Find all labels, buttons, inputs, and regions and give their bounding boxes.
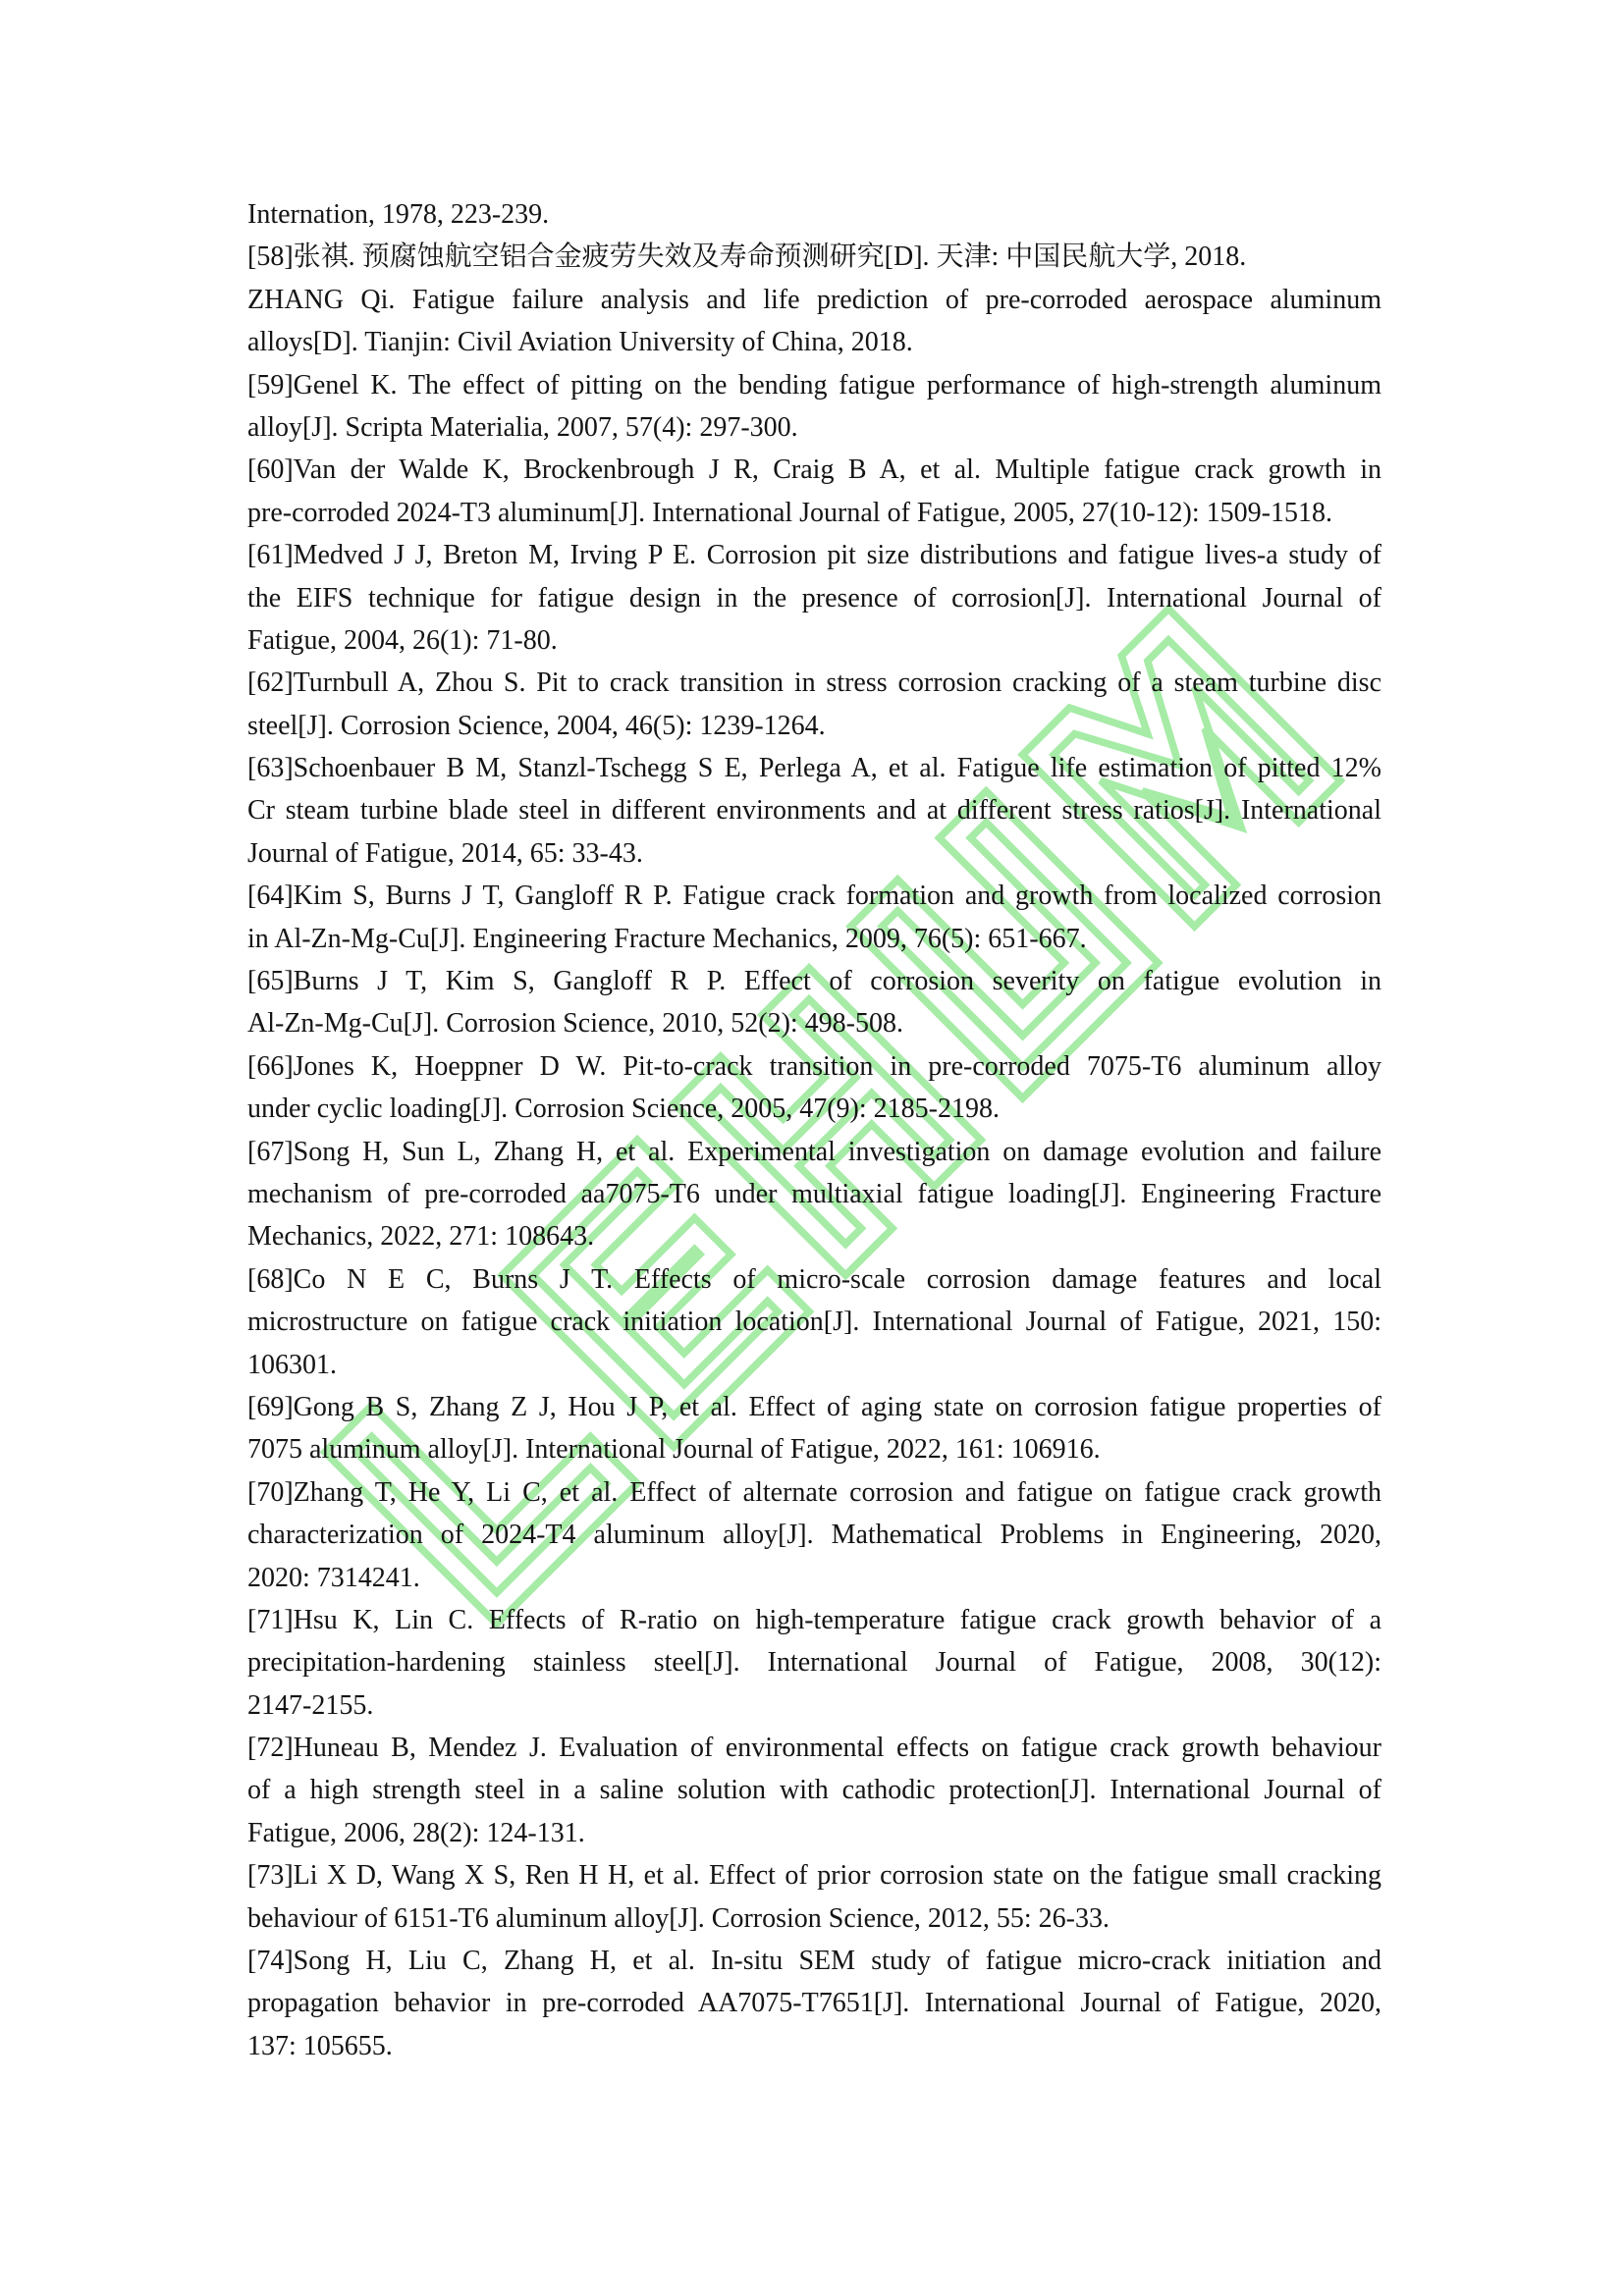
reference-line: [62]Turnbull A, Zhou S. Pit to crack transition in stress corrosion cracking of a steam turbine disc [247,667,1381,699]
reference-line: Fatigue, 2006, 28(2): 124-131. [247,1817,585,1848]
reference-line: Journal of Fatigue, 2014, 65: 33-43. [247,837,643,869]
reference-line: [71]Hsu K, Lin C. Effects of R-ratio on high-temperature fatigue crack growth behavior of a [247,1604,1381,1635]
reference-line: [64]Kim S, Burns J T, Gangloff R P. Fatigue crack formation and growth from localized corrosion [247,881,1381,912]
reference-line: pre-corroded 2024-T3 aluminum[J]. International Journal of Fatigue, 2005, 27(10-12): 1509-1518. [247,497,1332,528]
reference-line: propagation behavior in pre-corroded AA7075-T7651[J]. International Journal of Fatigue, 2020, [247,1988,1381,2019]
reference-line: 106301. [247,1349,337,1380]
reference-line: ZHANG Qi. Fatigue failure analysis and life prediction of pre-corroded aerospace aluminum [247,284,1381,315]
reference-line: 2020: 7314241. [247,1562,420,1593]
reference-line: [60]Van der Walde K, Brockenbrough J R, Craig B A, et al. Multiple fatigue crack growth in [247,454,1381,486]
reference-line: Cr steam turbine blade steel in different environments and at different stress ratios[J]. International [247,795,1381,827]
reference-line: Al-Zn-Mg-Cu[J]. Corrosion Science, 2010, 52(2): 498-508. [247,1008,904,1040]
reference-line: [68]Co N E C, Burns J T. Effects of micro-scale corrosion damage features and local [247,1263,1381,1295]
reference-line: [74]Song H, Liu C, Zhang H, et al. In-situ SEM study of fatigue micro-crack initiation and [247,1946,1381,1977]
reference-line: 137: 105655. [247,2030,393,2061]
reference-line: [61]Medved J J, Breton M, Irving P E. Corrosion pit size distributions and fatigue lives-a study of [247,540,1381,571]
reference-line: [63]Schoenbauer B M, Stanzl-Tschegg S E, Perlega A, et al. Fatigue life estimation of pitted 12% [247,753,1381,784]
reference-line: [65]Burns J T, Kim S, Gangloff R P. Effect of corrosion severity on fatigue evolution in [247,966,1381,997]
reference-line: [66]Jones K, Hoeppner D W. Pit-to-crack transition in pre-corroded 7075-T6 aluminum alloy [247,1050,1381,1082]
reference-line: steel[J]. Corrosion Science, 2004, 46(5): 1239-1264. [247,710,826,741]
reference-line: the EIFS technique for fatigue design in the presence of corrosion[J]. International Journal of [247,582,1381,614]
reference-line: behaviour of 6151-T6 aluminum alloy[J]. Corrosion Science, 2012, 55: 26-33. [247,1902,1110,1934]
reference-line: Fatigue, 2004, 26(1): 71-80. [247,624,558,656]
reference-line: [72]Huneau B, Mendez J. Evaluation of environmental effects on fatigue crack growth behaviour [247,1733,1381,1764]
reference-line: mechanism of pre-corroded aa7075-T6 under multiaxial fatigue loading[J]. Engineering Fracture [247,1178,1381,1209]
reference-line: [69]Gong B S, Zhang Z J, Hou J P, et al. Effect of aging state on corrosion fatigue properties of [247,1391,1381,1422]
reference-line: [58]张祺. 预腐蚀航空铝合金疲劳失效及寿命预测研究[D]. 天津: 中国民航大学, 2018. [247,241,1247,273]
reference-line: 7075 aluminum alloy[J]. International Journal of Fatigue, 2022, 161: 106916. [247,1434,1101,1466]
references-text [247,193,1381,2067]
reference-line: [59]Genel K. The effect of pitting on the bending fatigue performance of high-strength aluminum [247,369,1381,400]
reference-line: Internation, 1978, 223-239. [247,199,550,230]
reference-line: under cyclic loading[J]. Corrosion Science, 2005, 47(9): 2185-2198. [247,1094,1000,1125]
reference-line: Mechanics, 2022, 271: 108643. [247,1221,595,1253]
reference-line: characterization of 2024-T4 aluminum alloy[J]. Mathematical Problems in Engineering, 2020, [247,1520,1381,1551]
reference-line: precipitation-hardening stainless steel[J]. International Journal of Fatigue, 2008, 30(12): [247,1647,1381,1679]
reference-line: 2147-2155. [247,1689,374,1721]
reference-line: of a high strength steel in a saline solution with cathodic protection[J]. International Journal of [247,1775,1381,1806]
reference-line: [70]Zhang T, He Y, Li C, et al. Effect of alternate corrosion and fatigue on fatigue crack growth [247,1476,1381,1508]
reference-line: alloy[J]. Scripta Materialia, 2007, 57(4): 297-300. [247,411,798,443]
reference-line: alloys[D]. Tianjin: Civil Aviation University of China, 2018. [247,327,913,358]
reference-line: microstructure on fatigue crack initiation location[J]. International Journal of Fatigue, 2021, 150: [247,1307,1381,1338]
reference-line: in Al-Zn-Mg-Cu[J]. Engineering Fracture Mechanics, 2009, 76(5): 651-667. [247,923,1087,954]
reference-line: [73]Li X D, Wang X S, Ren H H, et al. Effect of prior corrosion state on the fatigue small cracking [247,1860,1381,1892]
reference-line: [67]Song H, Sun L, Zhang H, et al. Experimental investigation on damage evolution and failure [247,1136,1381,1167]
